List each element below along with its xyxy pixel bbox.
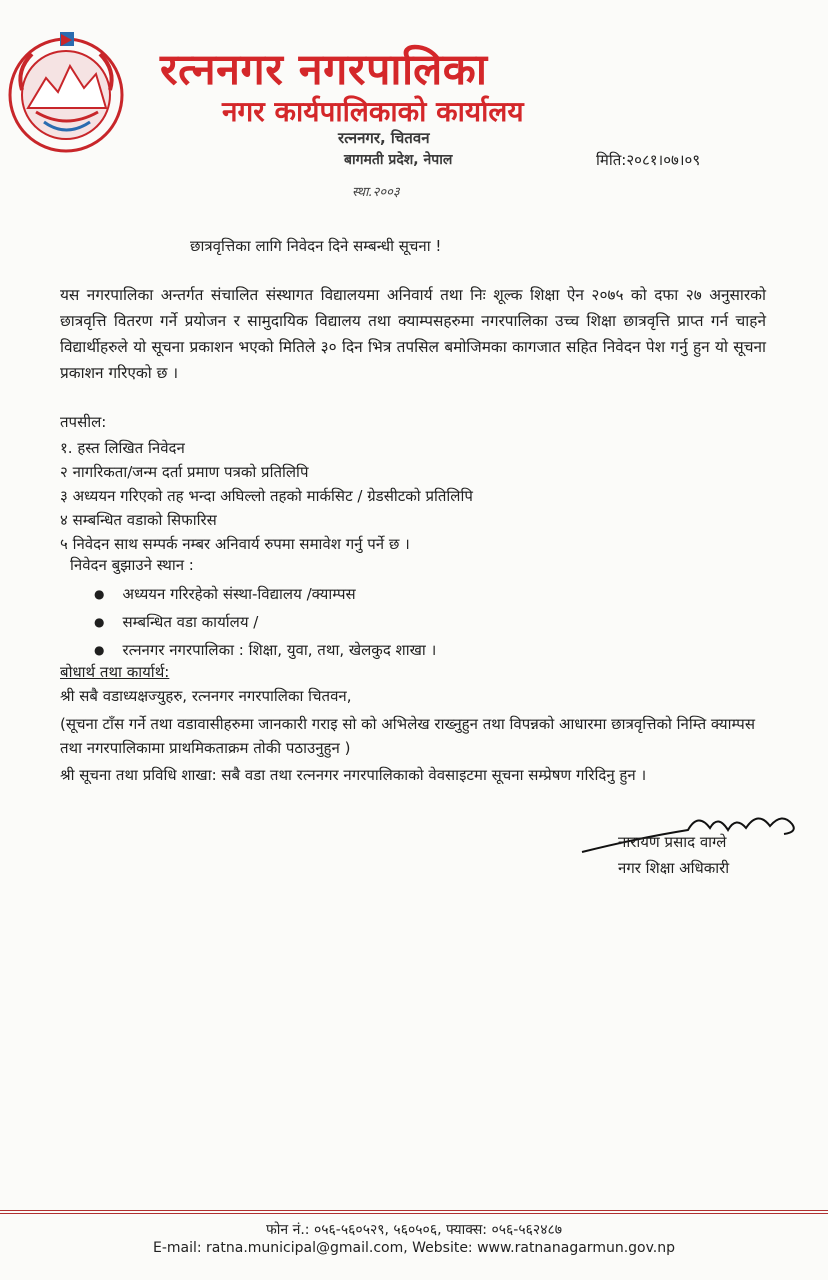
- cc-line: श्री सूचना तथा प्रविधि शाखा: सबै वडा तथा रत्ननगर नगरपालिकाको वेवसाइटमा सूचना सम्प्रेषण गरिदिनु हुन ।: [60, 766, 647, 784]
- document-list: [60, 436, 473, 556]
- list-item: ३ अध्ययन गरिएको तह भन्दा अघिल्लो तहको मार्कसिट / ग्रेडसीटको प्रतिलिपि: [60, 487, 473, 505]
- cc-line: श्री सबै वडाध्यक्षज्युहरु, रत्ननगर नगरपालिका चितवन,: [60, 687, 352, 705]
- stamp-number: स्था.२००३: [352, 185, 400, 200]
- submission-places: [94, 580, 436, 664]
- footer-divider: [0, 1210, 828, 1211]
- office-place: रत्ननगर, चितवन: [338, 129, 430, 147]
- list-item: ● अध्ययन गरिरहेको संस्था-विद्यालय /क्याम्पस: [94, 580, 436, 608]
- footer-contact: E-mail: ratna.municipal@gmail.com, Website: www.ratnanagarmun.gov.np: [152, 1240, 676, 1256]
- cc-line: (सूचना टाँस गर्ने तथा वडावासीहरुमा जानकारी गराइ सो को अभिलेख राख्नुहुन तथा विपन्नको आधारमा छात्रवृत्तिको निम्ति क्याम्पस तथा नगरपालिकामा प्राथमिकताक्रम तोकी पठाउनुहुन ): [60, 715, 755, 757]
- org-name: रत्ननगर नगरपालिका: [160, 45, 488, 95]
- list-item: ४ सम्बन्धित वडाको सिफारिस: [60, 511, 217, 529]
- list-item: ● रत्ननगर नगरपालिका : शिक्षा, युवा, तथा, खेलकुद शाखा ।: [94, 636, 436, 664]
- list-item: ५ निवेदन साथ सम्पर्क नम्बर अनिवार्य रुपमा समावेश गर्नु पर्ने छ ।: [60, 535, 410, 553]
- submission-heading: निवेदन बुझाउने स्थान :: [70, 556, 194, 574]
- letter-date: मिति:२०८१।०७।०९: [596, 151, 701, 169]
- cc-heading: बोधार्थ तथा कार्यार्थ:: [60, 663, 170, 681]
- notice-body: यस नगरपालिका अन्तर्गत संचालित संस्थागत विद्यालयमा अनिवार्य तथा निः शूल्क शिक्षा ऐन २०७५ को दफा २७ अनुसारको छात्रवृत्ति वितरण गर्ने प्रयोजन र सामुदायिक विद्यालय तथा क्याम्पसहरुमा नगरपालिका उच्च शिक्षा छात्रवृत्ति प्राप्त गर्न चाहने विद्यार्थीहरुले यो सूचना प्रकाशन भएको मितिले ३० दिन भित्र तपसिल बमोजिमका कागजात सहित निवेदन पेश गर्नु हुन यो सूचना प्रकाशन गरिएको छ ।: [60, 286, 766, 382]
- office-province: बागमती प्रदेश, नेपाल: [344, 152, 453, 168]
- footer-phone: फोन नं.: ०५६-५६०५२९, ५६०५०६, फ्याक्स: ०५६-५६२४८७: [265, 1222, 563, 1238]
- office-name: नगर कार्यपालिकाको कार्यालय: [222, 95, 524, 128]
- nepal-emblem-icon: [6, 30, 126, 160]
- signer-title: नगर शिक्षा अधिकारी: [618, 859, 730, 877]
- list-item: २ नागरिकता/जन्म दर्ता प्रमाण पत्रको प्रतिलिपि: [60, 463, 309, 481]
- footer-divider: [0, 1213, 828, 1214]
- signer-name: नारायण प्रसाद वाग्ले: [618, 833, 727, 851]
- list-item: १. हस्त लिखित निवेदन: [60, 439, 185, 457]
- list-item: ● सम्बन्धित वडा कार्यालय /: [94, 608, 436, 636]
- notice-subject: छात्रवृत्तिका लागि निवेदन दिने सम्बन्धी सूचना !: [190, 237, 442, 255]
- tapasil-heading: तपसील:: [60, 413, 107, 431]
